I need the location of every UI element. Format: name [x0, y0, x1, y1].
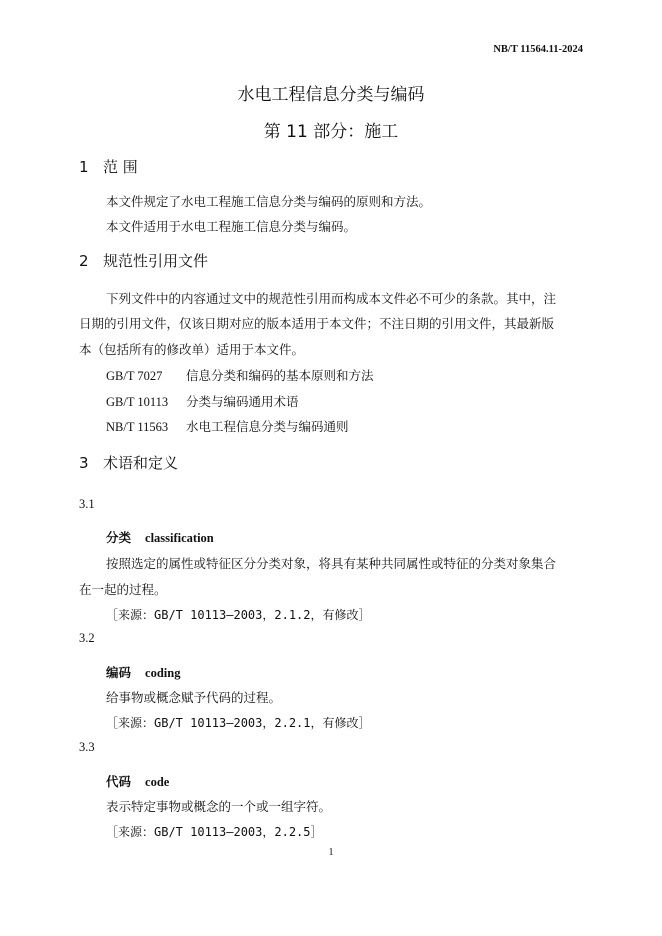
term-source: ［来源：GB/T 10113—2003，2.2.1，有修改］	[106, 716, 371, 730]
section-number: 2	[79, 252, 89, 270]
reference-item	[106, 392, 299, 410]
term-definition: 在一起的过程。	[79, 582, 167, 597]
term-definition: 给事物或概念赋予代码的过程。	[106, 690, 282, 705]
section-number: 1	[79, 158, 89, 176]
term-definition: 按照选定的属性或特征区分分类对象，将具有某种共同属性或特征的分类对象集合	[106, 556, 557, 571]
clause-number: 3.2	[79, 631, 95, 645]
term-english: coding	[145, 666, 181, 680]
section-title: 范 围	[103, 158, 138, 176]
section-3-heading	[79, 452, 178, 473]
standard-code: NB/T 11564.11-2024	[493, 44, 583, 55]
reference-item	[106, 417, 349, 435]
section-2-heading	[79, 250, 208, 271]
term-english: code	[145, 775, 170, 789]
references-intro-line: 日期的引用文件，仅该日期对应的版本适用于本文件；不注日期的引用文件，其最新版	[79, 316, 555, 331]
section-title: 规范性引用文件	[103, 252, 209, 270]
reference-title: 信息分类和编码的基本原则和方法	[186, 368, 374, 383]
term-chinese: 编码	[106, 665, 132, 680]
term-source: ［来源：GB/T 10113—2003，2.2.5］	[106, 825, 323, 839]
reference-code: GB/T 7027	[106, 369, 163, 383]
clause-number: 3.1	[79, 497, 95, 511]
section-title: 术语和定义	[103, 454, 179, 472]
scope-paragraph-1: 本文件规定了水电工程施工信息分类与编码的原则和方法。	[106, 194, 432, 209]
reference-title: 分类与编码通用术语	[186, 394, 299, 409]
term-chinese: 分类	[106, 530, 132, 545]
reference-code: NB/T 11563	[106, 420, 169, 434]
scope-paragraph-2: 本文件适用于水电工程施工信息分类与编码。	[106, 219, 357, 234]
term-english: classification	[145, 531, 214, 545]
references-intro-line: 下列文件中的内容通过文中的规范性引用而构成本文件必不可少的条款。其中，注	[106, 291, 557, 306]
page-number: 1	[328, 847, 334, 858]
term-heading	[106, 528, 214, 546]
term-definition: 表示特定事物或概念的一个或一组字符。	[106, 799, 332, 814]
term-heading	[106, 663, 180, 681]
section-number: 3	[79, 454, 89, 472]
reference-title: 水电工程信息分类与编码通则	[186, 419, 349, 434]
term-chinese: 代码	[106, 774, 132, 789]
clause-number: 3.3	[79, 740, 95, 754]
document-title: 水电工程信息分类与编码	[237, 85, 425, 105]
term-heading	[106, 772, 169, 790]
document-subtitle: 第 11 部分：施工	[263, 122, 399, 142]
reference-item	[106, 366, 374, 384]
references-intro-line: 本（包括所有的修改单）适用于本文件。	[79, 342, 305, 357]
reference-code: GB/T 10113	[106, 395, 169, 409]
section-1-heading	[79, 156, 138, 177]
term-source: ［来源：GB/T 10113—2003，2.1.2，有修改］	[106, 608, 371, 622]
